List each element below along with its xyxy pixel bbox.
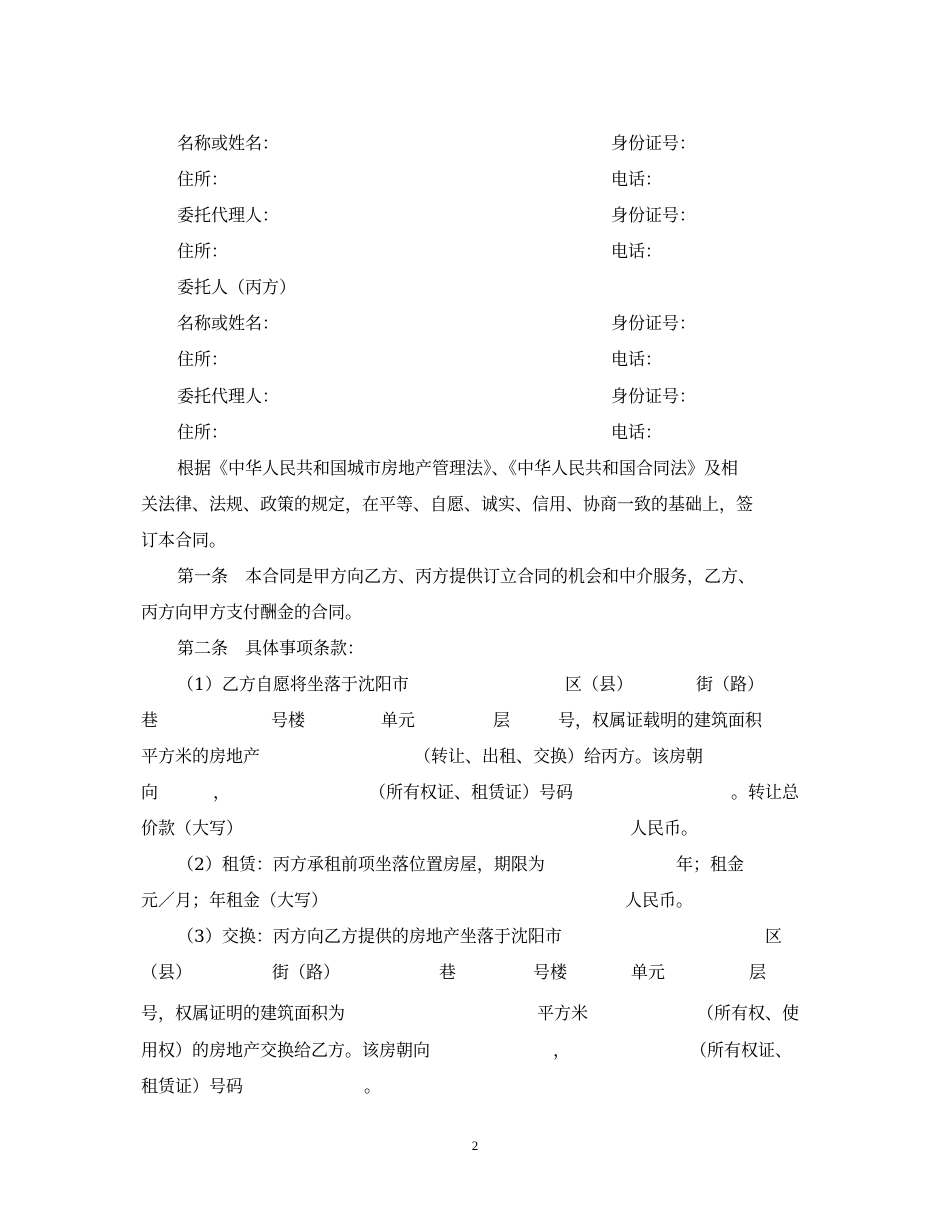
item-3-text: 巷 [439,963,456,983]
item-3-text: （县） [141,963,192,983]
party-c-agent-label: 委托代理人： [177,387,279,407]
item-2-text: 元／月；年租金（大写） [141,891,328,911]
party-b-name-label: 名称或姓名： [177,134,279,154]
party-b-agent-phone-label: 电话： [611,242,662,262]
party-c-agent-id-label: 身份证号： [611,387,696,407]
item-3-text: 单元 [631,963,665,983]
preamble-line-1: 根据《中华人民共和国城市房地产管理法》、《中华人民共和国合同法》及相 [177,459,738,479]
party-b-agent-label: 委托代理人： [177,206,279,226]
item-1-text: 向 [141,783,158,803]
item-3-text: （3）交换：丙方向乙方提供的房地产坐落于沈阳市 [177,927,562,947]
item-1-text: （转让、出租、交换）给丙方。该房朝 [414,747,703,767]
party-b-agent-id-label: 身份证号： [611,206,696,226]
article-1-line-1: 第一条 本合同是甲方向乙方、丙方提供订立合同的机会和中介服务，乙方、 [177,567,755,587]
party-c-address-label: 住所： [177,350,228,370]
item-3-text: 。 [364,1077,381,1097]
item-1-text: 区（县） [565,675,633,695]
item-1-text: （1）乙方自愿将坐落于沈阳市 [177,675,409,695]
item-1-text: （所有权证、租赁证）号码 [369,783,573,803]
party-b-phone-label: 电话： [611,170,662,190]
item-3-text: ， [553,1041,570,1061]
item-3-text: 层 [749,963,766,983]
preamble-line-2: 关法律、法规、政策的规定，在平等、自愿、诚实、信用、协商一致的基础上，签 [141,495,753,515]
item-1-text: 单元 [381,711,415,731]
item-1-text: 号，权属证载明的建筑面积 [558,711,762,731]
party-c-name-label: 名称或姓名： [177,314,279,334]
item-3-text: （所有权、使 [697,1004,799,1024]
item-3-text: 用权）的房地产交换给乙方。该房朝向 [141,1041,430,1061]
party-c-id-label: 身份证号： [611,314,696,334]
item-1-text: 号楼 [271,711,305,731]
party-b-agent-address-label: 住所： [177,242,228,262]
item-3-text: 区 [765,927,782,947]
item-2-text: 人民币。 [625,891,693,911]
item-1-text: 价款（大写） [141,819,243,839]
item-3-text: 租赁证）号码 [141,1077,243,1097]
preamble-line-3: 订本合同。 [141,531,226,551]
item-1-text: 街（路） [696,675,764,695]
item-2-text: （2）租赁：丙方承租前项坐落位置房屋，期限为 [177,855,545,875]
party-b-address-label: 住所： [177,170,228,190]
item-2-text: 年；租金 [676,855,744,875]
item-3-text: 号，权属证明的建筑面积为 [141,1004,345,1024]
item-3-text: （所有权证、 [690,1041,792,1061]
item-3-text: 号楼 [533,963,567,983]
article-2-heading: 第二条 具体事项条款： [177,639,364,659]
party-c-agent-phone-label: 电话： [611,423,662,443]
party-b-id-label: 身份证号： [611,134,696,154]
item-1-text: 层 [493,711,510,731]
party-c-phone-label: 电话： [611,350,662,370]
item-1-text: 人民币。 [630,819,698,839]
article-1-line-2: 丙方向甲方支付酬金的合同。 [141,603,362,623]
item-3-text: 平方米 [537,1004,588,1024]
party-c-heading: 委托人（丙方） [177,278,296,298]
item-3-text: 街（路） [272,963,340,983]
item-1-text: 平方米的房地产 [141,747,260,767]
party-c-agent-address-label: 住所： [177,423,228,443]
page-number: 2 [471,1138,479,1153]
item-1-text: 巷 [141,711,158,731]
item-1-text: 。转让总 [731,783,799,803]
item-1-text: ， [213,783,230,803]
